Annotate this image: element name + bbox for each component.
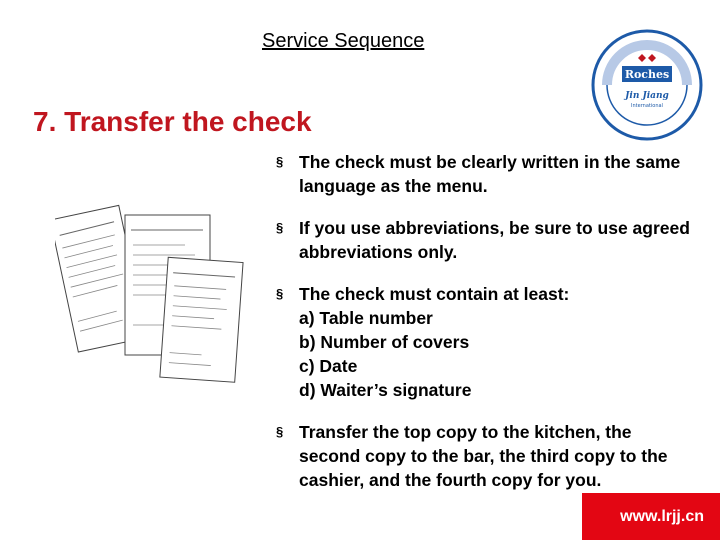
- bullet-text: The check must contain at least:: [299, 284, 570, 304]
- bullet-item: [276, 420, 696, 492]
- bullet-item: [276, 216, 696, 264]
- bullet-marker: §: [276, 286, 284, 301]
- svg-text:International: International: [631, 103, 663, 109]
- sub-item-table-number: a) Table number: [299, 308, 433, 328]
- bullet-text: The check must be clearly written in the same language as the menu.: [299, 152, 681, 196]
- bullet-text: Transfer the top copy to the kitchen, the second copy to the bar, the third copy to the cashier, and the fourth copy for you.: [299, 422, 668, 490]
- bullet-item: [276, 282, 696, 402]
- bullet-marker: §: [276, 220, 284, 235]
- svg-text:Jin Jiang: Jin Jiang: [625, 91, 669, 101]
- svg-text:Roches: Roches: [624, 68, 670, 81]
- footer-url-badge[interactable]: [582, 493, 720, 540]
- les-roches-logo: [582, 28, 712, 143]
- bullet-item: [276, 150, 696, 198]
- sub-item-number-of-covers: b) Number of covers: [299, 332, 470, 352]
- order-check-illustration: [55, 185, 250, 385]
- bullet-marker: §: [276, 424, 284, 439]
- bullet-text: If you use abbreviations, be sure to use agreed abbreviations only.: [299, 218, 690, 262]
- sub-item-date: c) Date: [299, 356, 358, 376]
- bullet-marker: §: [276, 154, 284, 169]
- section-header: Service Sequence: [262, 30, 425, 52]
- slide-title: 7. Transfer the check: [33, 106, 312, 137]
- footer-url[interactable]: www.lrjj.cn: [620, 507, 704, 525]
- sub-item-waiter-signature: d) Waiter’s signature: [299, 380, 472, 400]
- bullet-list: [276, 150, 696, 510]
